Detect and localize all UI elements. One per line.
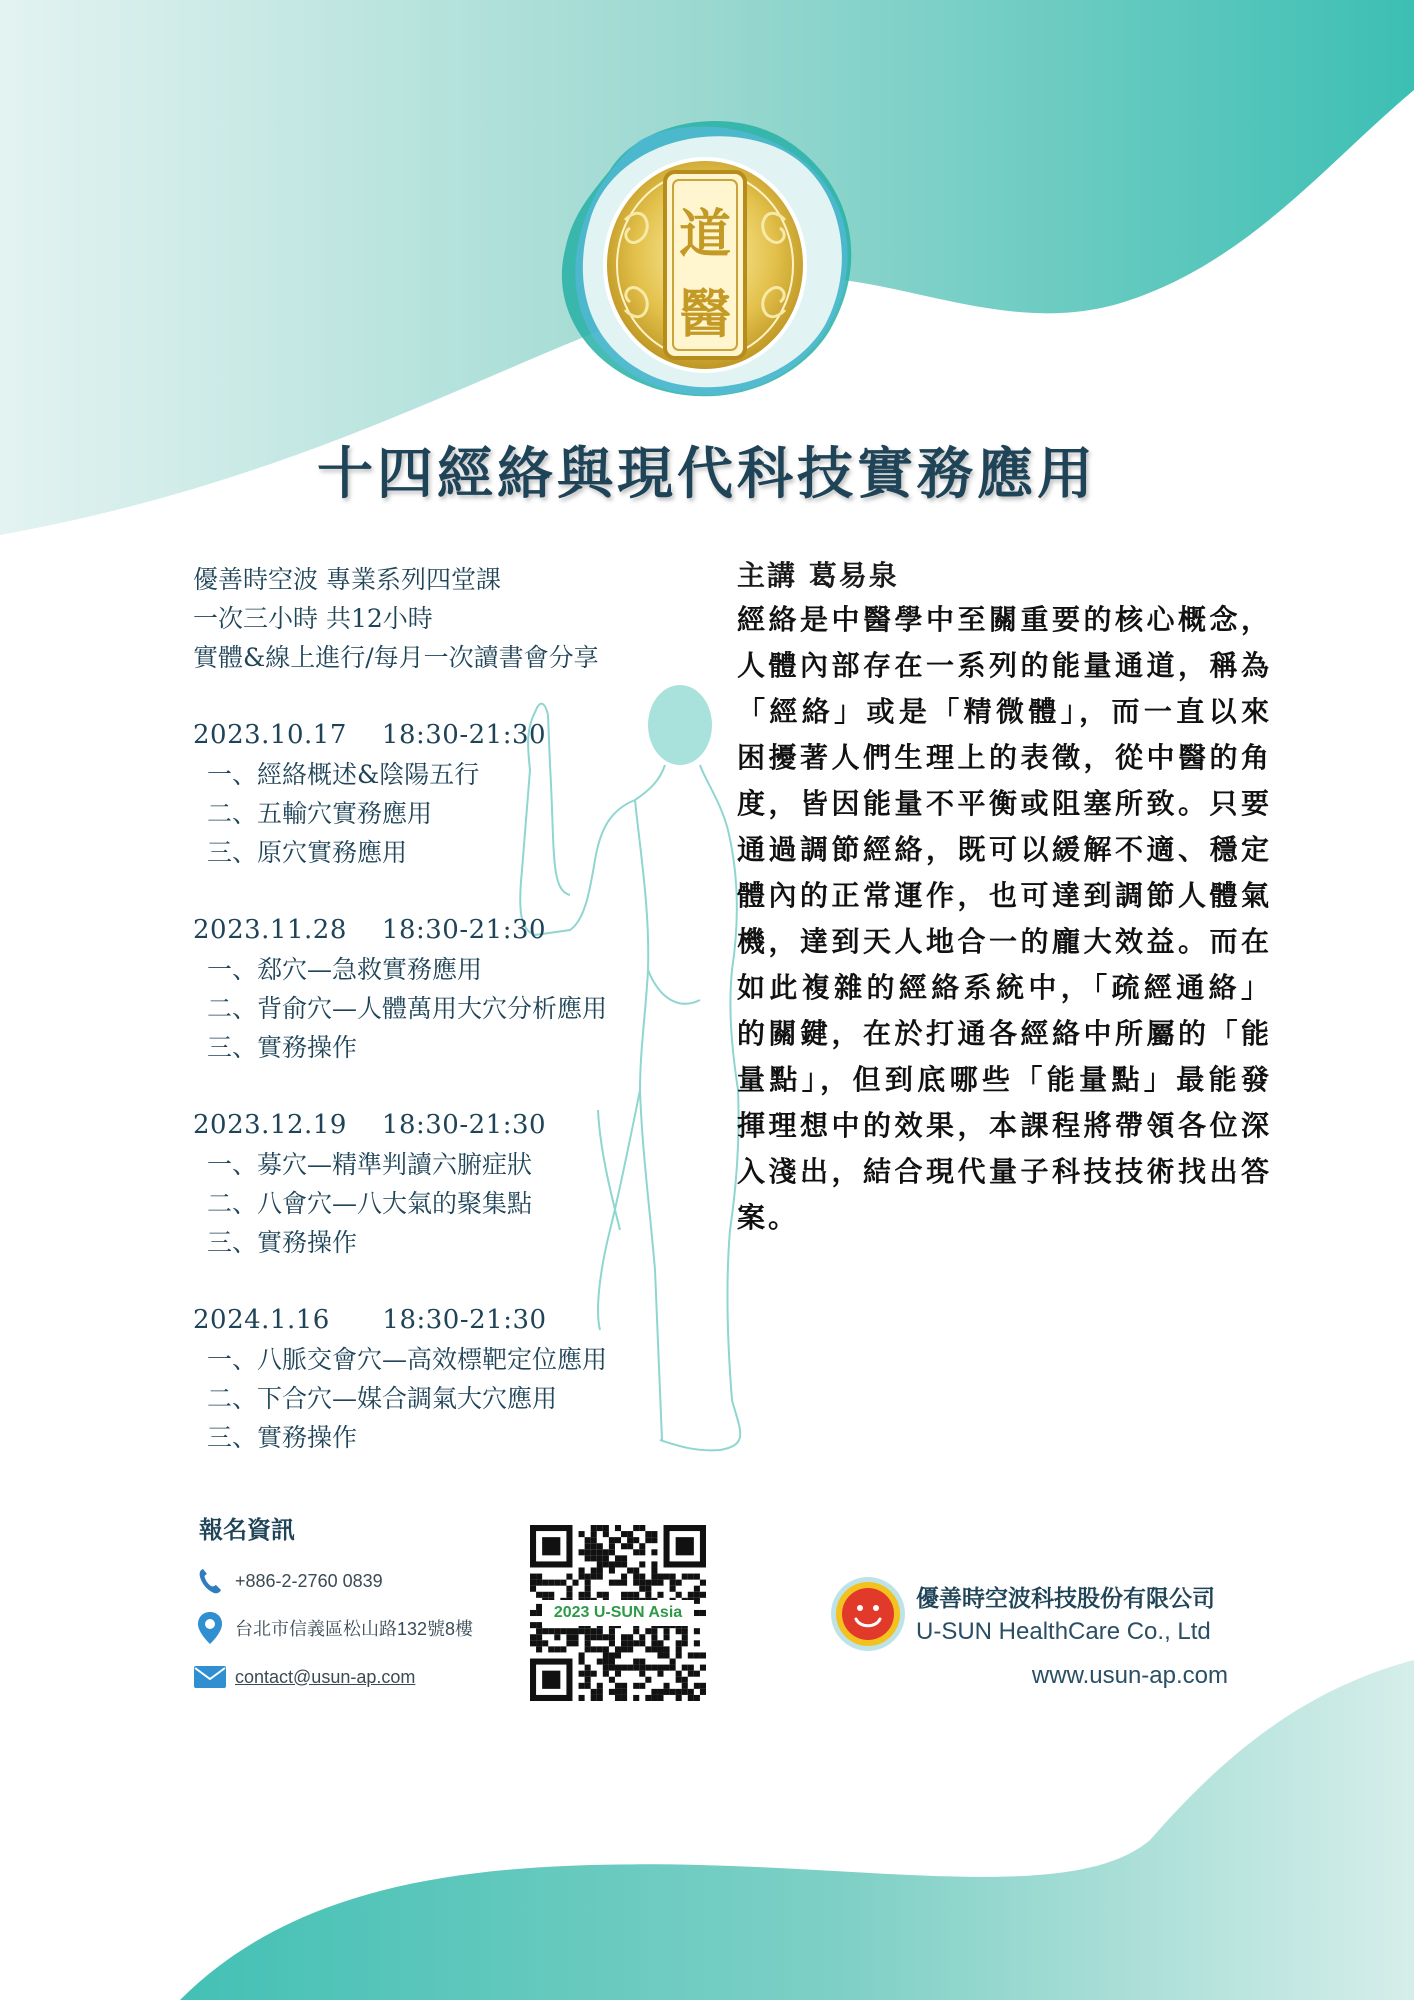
course-schedule — [193, 560, 713, 1457]
session-item: 一、募穴—精準判讀六腑症狀 — [207, 1150, 533, 1179]
session-item: 三、實務操作 — [207, 1423, 358, 1452]
session-4 — [193, 1301, 713, 1457]
session-3 — [193, 1106, 713, 1262]
seal-char-1: 道 — [678, 204, 732, 265]
session-item: 一、經絡概述&陰陽五行 — [207, 760, 480, 789]
qr-label: 2023 U-SUN Asia — [542, 1600, 694, 1626]
phone-row[interactable] — [193, 1563, 553, 1599]
phone-number: +886-2-2760 0839 — [235, 1570, 383, 1591]
description-text: 經絡是中醫學中至關重要的核心概念，人體內部存在一系列的能量通道，稱為「經絡」或是「精微體」，而一直以來困擾著人們生理上的表徵，從中醫的角度，皆因能量不平衡或阻塞所致。只要通過調節經絡，既可以緩解不適、穩定體內的正常運作，也可達到調節人體氣機，達到天人地合一的龐大效益。而在如此複雜的經絡系統中，「疏經通絡」的關鍵，在於打通各經絡中所屬的「能量點」，但到底哪些「能量點」最能發揮理想中的效果，本課程將帶領各位深入淺出，結合現代量子科技技術找出答案。 — [737, 603, 1272, 1234]
page-title: 十四經絡與現代科技實務應用 — [317, 441, 1097, 507]
session-date: 2023.11.28 18:30-21:30 — [193, 915, 547, 945]
website-link[interactable]: www.usun-ap.com — [1031, 1662, 1228, 1689]
intro-line: 實體&線上進行/每月一次讀書會分享 — [193, 643, 599, 672]
session-item: 三、實務操作 — [207, 1033, 358, 1062]
seal-char-2: 醫 — [678, 284, 732, 345]
bottom-wave — [0, 1660, 1414, 2000]
phone-icon — [193, 1564, 227, 1598]
session-item: 一、八脈交會穴—高效標靶定位應用 — [207, 1345, 608, 1374]
dao-yi-seal-logo — [550, 110, 860, 410]
email-link[interactable]: contact@usun-ap.com — [235, 1666, 416, 1687]
course-description — [737, 555, 1272, 1241]
registration-info — [193, 1510, 474, 1687]
session-item: 二、下合穴—媒合調氣大穴應用 — [207, 1384, 558, 1413]
session-date: 2023.10.17 18:30-21:30 — [193, 720, 547, 750]
session-item: 二、八會穴—八大氣的聚集點 — [207, 1189, 533, 1218]
session-date: 2024.1.16 18:30-21:30 — [193, 1305, 547, 1335]
session-date: 2023.12.19 18:30-21:30 — [193, 1110, 547, 1140]
session-item: 一、郄穴—急救實務應用 — [207, 955, 483, 984]
smiley-sun-logo — [830, 1576, 906, 1652]
address-row — [193, 1610, 553, 1646]
session-1 — [193, 716, 713, 872]
session-item: 三、原穴實務應用 — [207, 838, 408, 867]
location-icon — [193, 1611, 227, 1645]
email-row[interactable] — [193, 1659, 553, 1695]
intro-line: 優善時空波 專業系列四堂課 — [193, 565, 501, 594]
address-text: 台北市信義區松山路132號8樓 — [235, 1619, 474, 1639]
mail-icon — [193, 1660, 227, 1694]
session-item: 二、五輸穴實務應用 — [207, 799, 433, 828]
registration-title: 報名資訊 — [199, 1517, 295, 1544]
session-item: 二、背俞穴—人體萬用大穴分析應用 — [207, 994, 608, 1023]
company-name-zh: 優善時空波科技股份有限公司 — [916, 1585, 1215, 1611]
speaker-name: 主講 葛易泉 — [737, 559, 899, 592]
session-item: 三、實務操作 — [207, 1228, 358, 1257]
intro-line: 一次三小時 共12小時 — [193, 604, 433, 633]
session-2 — [193, 911, 713, 1067]
company-name-en: U-SUN HealthCare Co., Ltd — [916, 1618, 1211, 1645]
